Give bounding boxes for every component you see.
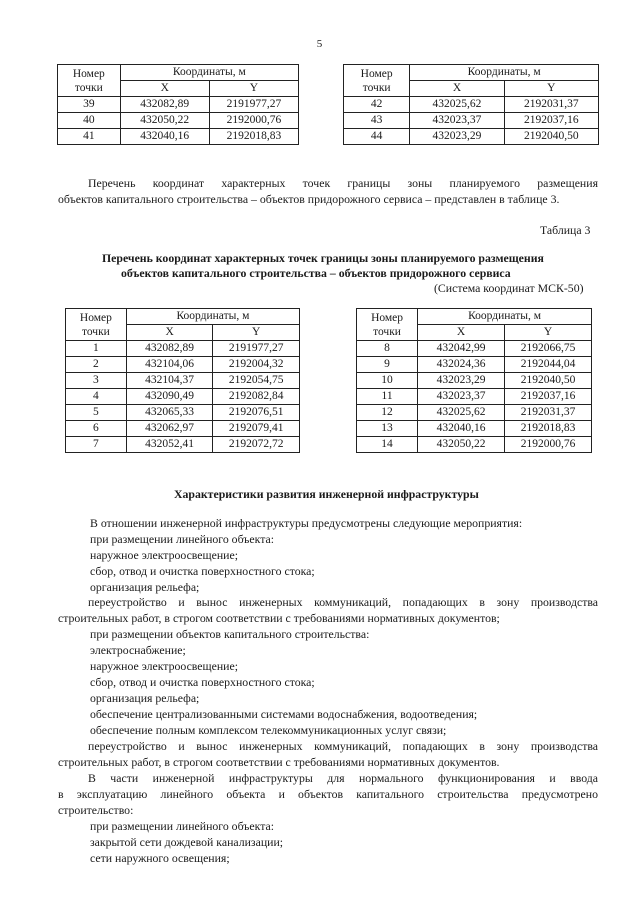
cell-y: 2192066,75 — [505, 341, 592, 357]
cell-x: 432082,89 — [126, 341, 213, 357]
table-header-row — [58, 65, 299, 81]
table-row — [58, 113, 299, 129]
body-p15a: В части инженерной инфраструктуры для нормального функционирования и ввода — [88, 771, 598, 785]
cell-y: 2192079,41 — [213, 421, 300, 437]
body-p4: сбор, отвод и очистка поверхностного стока; — [90, 564, 315, 578]
header-y: Y — [505, 325, 592, 341]
table-row — [66, 437, 300, 453]
table-row — [66, 373, 300, 389]
cell-y: 2192054,75 — [213, 373, 300, 389]
cell-point-number: 41 — [58, 129, 121, 145]
table-row — [357, 373, 592, 389]
coord-table-top-left — [57, 64, 299, 145]
header-number-label: Номер — [371, 311, 404, 324]
header-point-number — [58, 65, 121, 97]
body-p14b: строительных работ, в строгом соответствии с требованиями нормативных документов. — [58, 755, 500, 769]
coord-table-main-left — [65, 308, 300, 453]
table-header-row — [344, 65, 599, 81]
cell-point-number: 12 — [357, 405, 418, 421]
table-title-line-2: объектов капитального строительства – объектов придорожного сервиса — [121, 266, 511, 280]
header-coordinates: Координаты, м — [418, 309, 592, 325]
intro-line-1: Перечень координат характерных точек границы зоны планируемого размещения — [88, 176, 598, 190]
cell-point-number: 39 — [58, 97, 121, 113]
cell-point-number: 1 — [66, 341, 127, 357]
cell-point-number: 10 — [357, 373, 418, 389]
cell-point-number: 8 — [357, 341, 418, 357]
cell-x: 432042,99 — [418, 341, 505, 357]
body-p14a: переустройство и вынос инженерных коммуникаций, попадающих в зону производства — [88, 739, 598, 753]
cell-x: 432023,29 — [418, 373, 505, 389]
cell-y: 2192037,16 — [505, 389, 592, 405]
body-p18: сети наружного освещения; — [90, 851, 230, 865]
cell-x: 432040,16 — [418, 421, 505, 437]
header-coordinates: Координаты, м — [120, 65, 298, 81]
cell-x: 432025,62 — [418, 405, 505, 421]
cell-point-number: 44 — [344, 129, 410, 145]
cell-x: 432050,22 — [120, 113, 209, 129]
coord-table-main-right — [356, 308, 592, 453]
cell-point-number: 5 — [66, 405, 127, 421]
table-row — [66, 405, 300, 421]
cell-y: 2192031,37 — [505, 405, 592, 421]
cell-x: 432023,37 — [418, 389, 505, 405]
cell-point-number: 14 — [357, 437, 418, 453]
cell-x: 432062,97 — [126, 421, 213, 437]
cell-x: 432104,06 — [126, 357, 213, 373]
cell-y: 2192076,51 — [213, 405, 300, 421]
header-point-number — [66, 309, 127, 341]
header-number-label: Номер — [72, 67, 105, 80]
table-row — [357, 421, 592, 437]
cell-x: 432023,37 — [410, 113, 504, 129]
cell-y: 2192082,84 — [213, 389, 300, 405]
cell-y: 2192031,37 — [504, 97, 598, 113]
header-number-label: Номер — [360, 67, 393, 80]
table-row — [344, 129, 599, 145]
cell-y: 2192072,72 — [213, 437, 300, 453]
table-row — [357, 437, 592, 453]
cell-x: 432023,29 — [410, 129, 504, 145]
body-p6a: переустройство и вынос инженерных коммуникаций, попадающих в зону производства — [88, 595, 598, 609]
header-number-label: Номер — [79, 311, 112, 324]
body-p2: при размещении линейного объекта: — [90, 532, 275, 546]
table-header-row — [66, 309, 300, 325]
section-heading: Характеристики развития инженерной инфраструктуры — [174, 487, 479, 501]
header-point-number — [357, 309, 418, 341]
header-coordinates: Координаты, м — [410, 65, 599, 81]
cell-y: 2192044,04 — [505, 357, 592, 373]
table-row — [66, 389, 300, 405]
table-title-line-1: Перечень координат характерных точек границы зоны планируемого размещения — [102, 251, 544, 265]
cell-y: 2191977,27 — [213, 341, 300, 357]
cell-point-number: 43 — [344, 113, 410, 129]
body-p13: обеспечение полным комплексом телекоммуникационных услуг связи; — [90, 723, 447, 737]
body-p17: закрытой сети дождевой канализации; — [90, 835, 284, 849]
header-x: X — [120, 81, 209, 97]
table-row — [66, 357, 300, 373]
table-row — [357, 389, 592, 405]
cell-x: 432082,89 — [120, 97, 209, 113]
body-p5: организация рельефа; — [90, 580, 200, 594]
cell-point-number: 2 — [66, 357, 127, 373]
table-row — [66, 421, 300, 437]
cell-y: 2192018,83 — [209, 129, 298, 145]
cell-x: 432104,37 — [126, 373, 213, 389]
header-y: Y — [209, 81, 298, 97]
table-row — [357, 357, 592, 373]
cell-point-number: 13 — [357, 421, 418, 437]
cell-y: 2192040,50 — [504, 129, 598, 145]
body-p15c: строительство: — [58, 803, 134, 817]
table-row — [357, 341, 592, 357]
cell-x: 432065,33 — [126, 405, 213, 421]
coord-system-note: (Система координат МСК-50) — [434, 281, 584, 295]
body-p9: наружное электроосвещение; — [90, 659, 238, 673]
cell-x: 432025,62 — [410, 97, 504, 113]
cell-y: 2192018,83 — [505, 421, 592, 437]
body-p1: В отношении инженерной инфраструктуры предусмотрены следующие мероприятия: — [90, 516, 523, 530]
header-point-number — [344, 65, 410, 97]
cell-point-number: 3 — [66, 373, 127, 389]
cell-point-number: 40 — [58, 113, 121, 129]
body-p15b: в эксплуатацию линейного объекта и объектов капитального строительства предусмотрено — [58, 787, 598, 801]
cell-y: 2191977,27 — [209, 97, 298, 113]
intro-line-2: объектов капитального строительства – объектов придорожного сервиса – представлен в таблице 3. — [58, 192, 560, 206]
body-p10: сбор, отвод и очистка поверхностного стока; — [90, 675, 315, 689]
table-row — [357, 405, 592, 421]
header-point-label: точки — [81, 325, 110, 338]
cell-point-number: 9 — [357, 357, 418, 373]
table-row — [66, 341, 300, 357]
body-p12: обеспечение централизованными системами водоснабжения, водоотведения; — [90, 707, 478, 721]
table-row — [58, 129, 299, 145]
cell-point-number: 4 — [66, 389, 127, 405]
table-row — [344, 113, 599, 129]
cell-x: 432040,16 — [120, 129, 209, 145]
table-label: Таблица 3 — [540, 223, 591, 237]
cell-point-number: 7 — [66, 437, 127, 453]
cell-y: 2192000,76 — [209, 113, 298, 129]
cell-y: 2192004,32 — [213, 357, 300, 373]
page-number: 5 — [316, 38, 323, 50]
cell-x: 432052,41 — [126, 437, 213, 453]
table-row — [344, 97, 599, 113]
cell-point-number: 11 — [357, 389, 418, 405]
cell-x: 432090,49 — [126, 389, 213, 405]
cell-y: 2192000,76 — [505, 437, 592, 453]
header-y: Y — [213, 325, 300, 341]
body-p3: наружное электроосвещение; — [90, 548, 238, 562]
header-x: X — [418, 325, 505, 341]
cell-y: 2192037,16 — [504, 113, 598, 129]
header-x: X — [410, 81, 504, 97]
cell-point-number: 6 — [66, 421, 127, 437]
header-coordinates: Координаты, м — [126, 309, 299, 325]
header-point-label: точки — [373, 325, 401, 338]
body-p7: при размещении объектов капитального строительства: — [90, 627, 370, 641]
header-x: X — [126, 325, 213, 341]
body-p11: организация рельефа; — [90, 691, 200, 705]
header-point-label: точки — [362, 81, 391, 94]
body-p8: электроснабжение; — [90, 643, 186, 657]
coord-table-top-right — [343, 64, 599, 145]
cell-point-number: 42 — [344, 97, 410, 113]
header-y: Y — [504, 81, 598, 97]
table-row — [58, 97, 299, 113]
header-point-label: точки — [74, 81, 103, 94]
table-header-row — [357, 309, 592, 325]
cell-x: 432050,22 — [418, 437, 505, 453]
cell-x: 432024,36 — [418, 357, 505, 373]
cell-y: 2192040,50 — [505, 373, 592, 389]
body-p16: при размещении линейного объекта: — [90, 819, 275, 833]
body-p6b: строительных работ, в строгом соответствии с требованиями нормативных документов; — [58, 611, 500, 625]
